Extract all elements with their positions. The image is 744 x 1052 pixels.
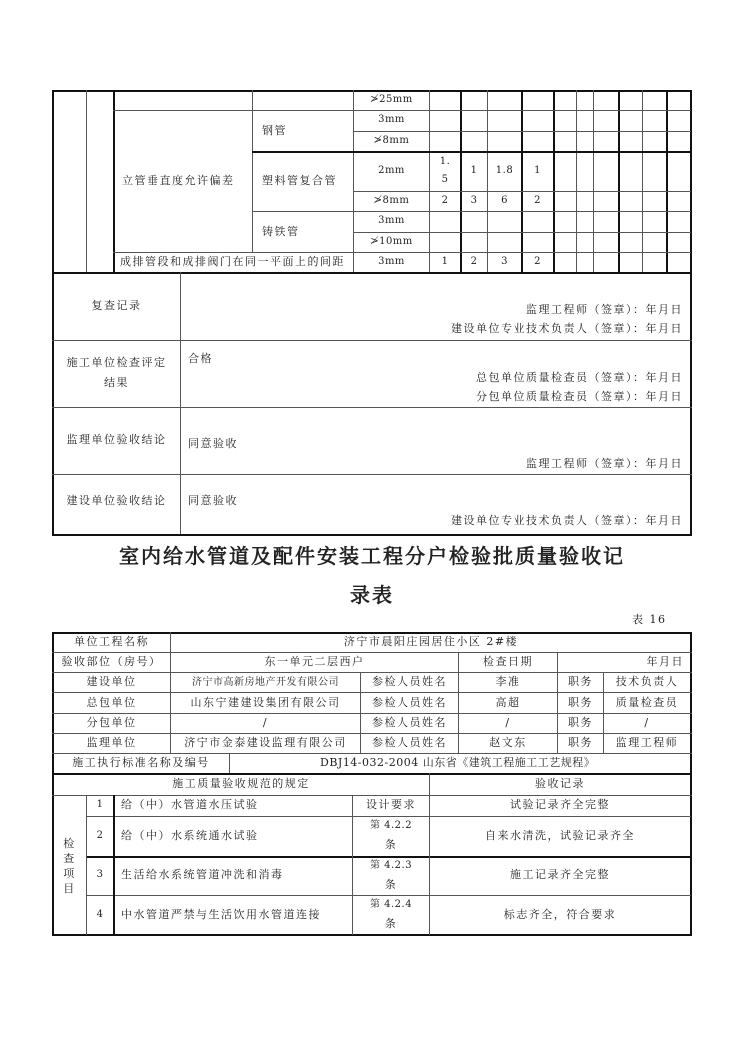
project-name: 济宁市晨阳庄园居住小区 2#楼 xyxy=(343,635,519,648)
item-requirement: 第 4.2.3 xyxy=(369,860,413,871)
item-record: 标志齐全，符合要求 xyxy=(503,908,617,921)
table-border xyxy=(52,90,692,92)
spec-value: ≯8mm xyxy=(373,135,410,146)
grid-line xyxy=(180,272,181,534)
owner-result: 同意验收 xyxy=(188,494,238,507)
spec-value: ≯10mm xyxy=(370,236,413,247)
location-label: 验收部位（房号） xyxy=(61,655,162,668)
grid-line xyxy=(113,110,691,111)
duty-label: 职务 xyxy=(568,696,593,709)
grid-line xyxy=(86,856,691,858)
spec-value: 3mm xyxy=(378,215,405,226)
table-border xyxy=(690,632,692,936)
item-requirement: 设计要求 xyxy=(366,798,416,811)
group-label-char: 查 xyxy=(63,852,76,865)
spec-value: 2mm xyxy=(378,165,405,176)
item-name: 给（中）水管道水压试验 xyxy=(121,798,259,811)
measured-value: 2 xyxy=(534,256,541,267)
person-label: 参检人员姓名 xyxy=(372,696,447,709)
signature-line: 监理工程师（签章）：年月日 xyxy=(526,303,683,316)
grid-line xyxy=(618,90,620,272)
measured-value: 3 xyxy=(470,195,478,206)
party-company: 济宁市高新房地产开发有限公司 xyxy=(192,677,339,688)
grid-line xyxy=(52,692,692,693)
grid-line xyxy=(52,407,692,408)
person-name: 李准 xyxy=(495,675,521,688)
grid-line xyxy=(52,474,692,475)
party-company: 山东宁建建设集团有限公司 xyxy=(190,696,341,709)
grid-line xyxy=(52,733,692,734)
signature-line: 建设单位专业技术负责人（签章）：年月日 xyxy=(451,322,683,335)
check-date-value: 年月日 xyxy=(646,655,684,668)
spec-value: ≯8mm xyxy=(373,195,410,206)
standard-value: DBJ14-032-2004 山东省《建筑工程施工工艺规程》 xyxy=(320,756,596,769)
item-number: 4 xyxy=(96,909,104,920)
signature-line: 监理工程师（签章）：年月日 xyxy=(526,457,683,470)
person-name: 赵文东 xyxy=(489,736,527,749)
party-role: 总包单位 xyxy=(86,696,137,709)
item-requirement: 第 4.2.4 xyxy=(369,899,413,910)
grid-line xyxy=(86,895,691,896)
grid-line xyxy=(113,252,691,253)
measured-value: 5 xyxy=(441,174,449,185)
item-name: 中水管道严禁与生活饮用水管道连接 xyxy=(121,908,321,921)
table-number: 表 16 xyxy=(632,613,667,626)
grid-line xyxy=(52,272,692,274)
grid-line xyxy=(52,713,692,714)
duty-value: 技术负责人 xyxy=(615,675,679,688)
grid-line xyxy=(252,211,691,212)
contractor-label: 结果 xyxy=(104,376,129,389)
measured-value: 1 xyxy=(534,165,541,176)
item-number: 1 xyxy=(96,799,104,810)
signature-line: 分包单位质量检查员（签章）：年月日 xyxy=(476,390,683,403)
spec-value: ≯25mm xyxy=(370,94,413,105)
grid-line xyxy=(52,340,692,341)
grid-line xyxy=(576,90,577,272)
form-title-line2: 录表 xyxy=(350,583,394,607)
table-border xyxy=(52,934,692,936)
grid-line xyxy=(86,90,87,272)
grid-line xyxy=(52,753,692,754)
item-label-vertical-deviation: 立管垂直度允许偏差 xyxy=(122,174,235,187)
measured-value: 1.8 xyxy=(495,165,514,176)
item-number: 3 xyxy=(96,869,104,880)
form-title-line1: 室内给水管道及配件安装工程分户检验批质量验收记 xyxy=(119,544,625,568)
person-name: 高超 xyxy=(495,696,521,709)
grid-line xyxy=(666,90,668,272)
duty-label: 职务 xyxy=(568,736,593,749)
duty-value: 质量检查员 xyxy=(615,696,679,709)
item-requirement-suffix: 条 xyxy=(384,917,398,930)
group-label-char: 项 xyxy=(63,867,76,880)
grid-line xyxy=(252,151,691,153)
contractor-result: 合格 xyxy=(188,352,213,365)
grid-line xyxy=(353,131,691,132)
grid-line xyxy=(252,90,253,252)
duty-label: 职务 xyxy=(568,716,593,729)
measured-value: 1. xyxy=(439,156,451,167)
item-record: 试验记录齐全完整 xyxy=(510,798,610,811)
party-company: 济宁市金泰建设监理有限公司 xyxy=(184,736,347,749)
grid-line xyxy=(353,232,691,233)
check-date-label: 检查日期 xyxy=(483,655,533,668)
party-company: / xyxy=(262,716,269,729)
grid-line xyxy=(521,90,523,272)
recheck-label: 复查记录 xyxy=(91,299,142,312)
duty-value: / xyxy=(644,716,650,729)
measured-value: 1 xyxy=(470,165,478,176)
group-label-char: 目 xyxy=(63,882,76,895)
grid-line xyxy=(593,90,594,272)
item-record: 自来水清洗，试验记录齐全 xyxy=(485,829,635,842)
grid-line xyxy=(113,90,115,272)
grid-line xyxy=(52,795,692,796)
party-role: 建设单位 xyxy=(86,675,137,688)
grid-line xyxy=(52,773,692,775)
table-border xyxy=(52,632,692,634)
measured-value: 3 xyxy=(501,256,508,267)
person-name: / xyxy=(505,716,511,729)
grid-line xyxy=(553,90,555,272)
measured-value: 2 xyxy=(441,195,449,206)
item-name: 给（中）水系统通水试验 xyxy=(121,829,259,842)
item-record: 施工记录齐全完整 xyxy=(510,868,610,881)
person-label: 参检人员姓名 xyxy=(372,675,447,688)
item-name: 生活给水系统管道冲洗和消毒 xyxy=(121,868,284,881)
material-cast-iron: 铸铁管 xyxy=(262,225,300,238)
duty-value: 监理工程师 xyxy=(615,736,679,749)
measured-value: 1 xyxy=(441,256,449,267)
spec-value: 3mm xyxy=(378,256,405,267)
signature-line: 建设单位专业技术负责人（签章）：年月日 xyxy=(451,514,683,527)
grid-line xyxy=(113,795,115,935)
measured-value: 2 xyxy=(470,256,478,267)
grid-line xyxy=(353,191,691,192)
grid-line xyxy=(460,90,462,272)
party-role: 监理单位 xyxy=(86,736,137,749)
signature-line: 总包单位质量检查员（签章）：年月日 xyxy=(476,371,683,384)
item-requirement-suffix: 条 xyxy=(384,878,398,891)
item-number: 2 xyxy=(96,830,104,841)
spec-header: 施工质量验收规范的规定 xyxy=(172,777,310,790)
item-requirement: 第 4.2.2 xyxy=(369,820,413,831)
person-label: 参检人员姓名 xyxy=(372,736,447,749)
duty-label: 职务 xyxy=(568,675,593,688)
material-steel: 钢管 xyxy=(262,124,287,137)
spec-value: 3mm xyxy=(378,114,405,125)
item-requirement-suffix: 条 xyxy=(384,838,398,851)
grid-line xyxy=(86,816,691,817)
measured-value: 2 xyxy=(534,195,541,206)
project-name-label: 单位工程名称 xyxy=(74,635,149,648)
supervisor-label: 监理单位验收结论 xyxy=(66,433,167,446)
item-label-row-spacing: 成排管段和成排阀门在同一平面上的间距 xyxy=(120,255,345,268)
supervisor-result: 同意验收 xyxy=(188,437,238,450)
grid-line xyxy=(170,632,171,753)
grid-line xyxy=(52,652,692,653)
standard-label: 施工执行标准名称及编号 xyxy=(72,756,210,769)
measured-value: 6 xyxy=(501,195,508,206)
record-header: 验收记录 xyxy=(535,777,585,790)
contractor-label: 施工单位检查评定 xyxy=(66,356,167,369)
grid-line xyxy=(642,90,643,272)
person-label: 参检人员姓名 xyxy=(372,716,447,729)
location-value: 东一单元二层西户 xyxy=(264,655,365,668)
grid-line xyxy=(487,90,488,272)
party-role: 分包单位 xyxy=(86,716,137,729)
owner-label: 建设单位验收结论 xyxy=(66,494,167,507)
table-border xyxy=(690,90,692,535)
grid-line xyxy=(52,672,692,673)
material-plastic: 塑料管复合管 xyxy=(262,174,337,187)
grid-line xyxy=(229,753,230,773)
table-border xyxy=(52,534,692,536)
group-label-char: 检 xyxy=(63,837,76,850)
